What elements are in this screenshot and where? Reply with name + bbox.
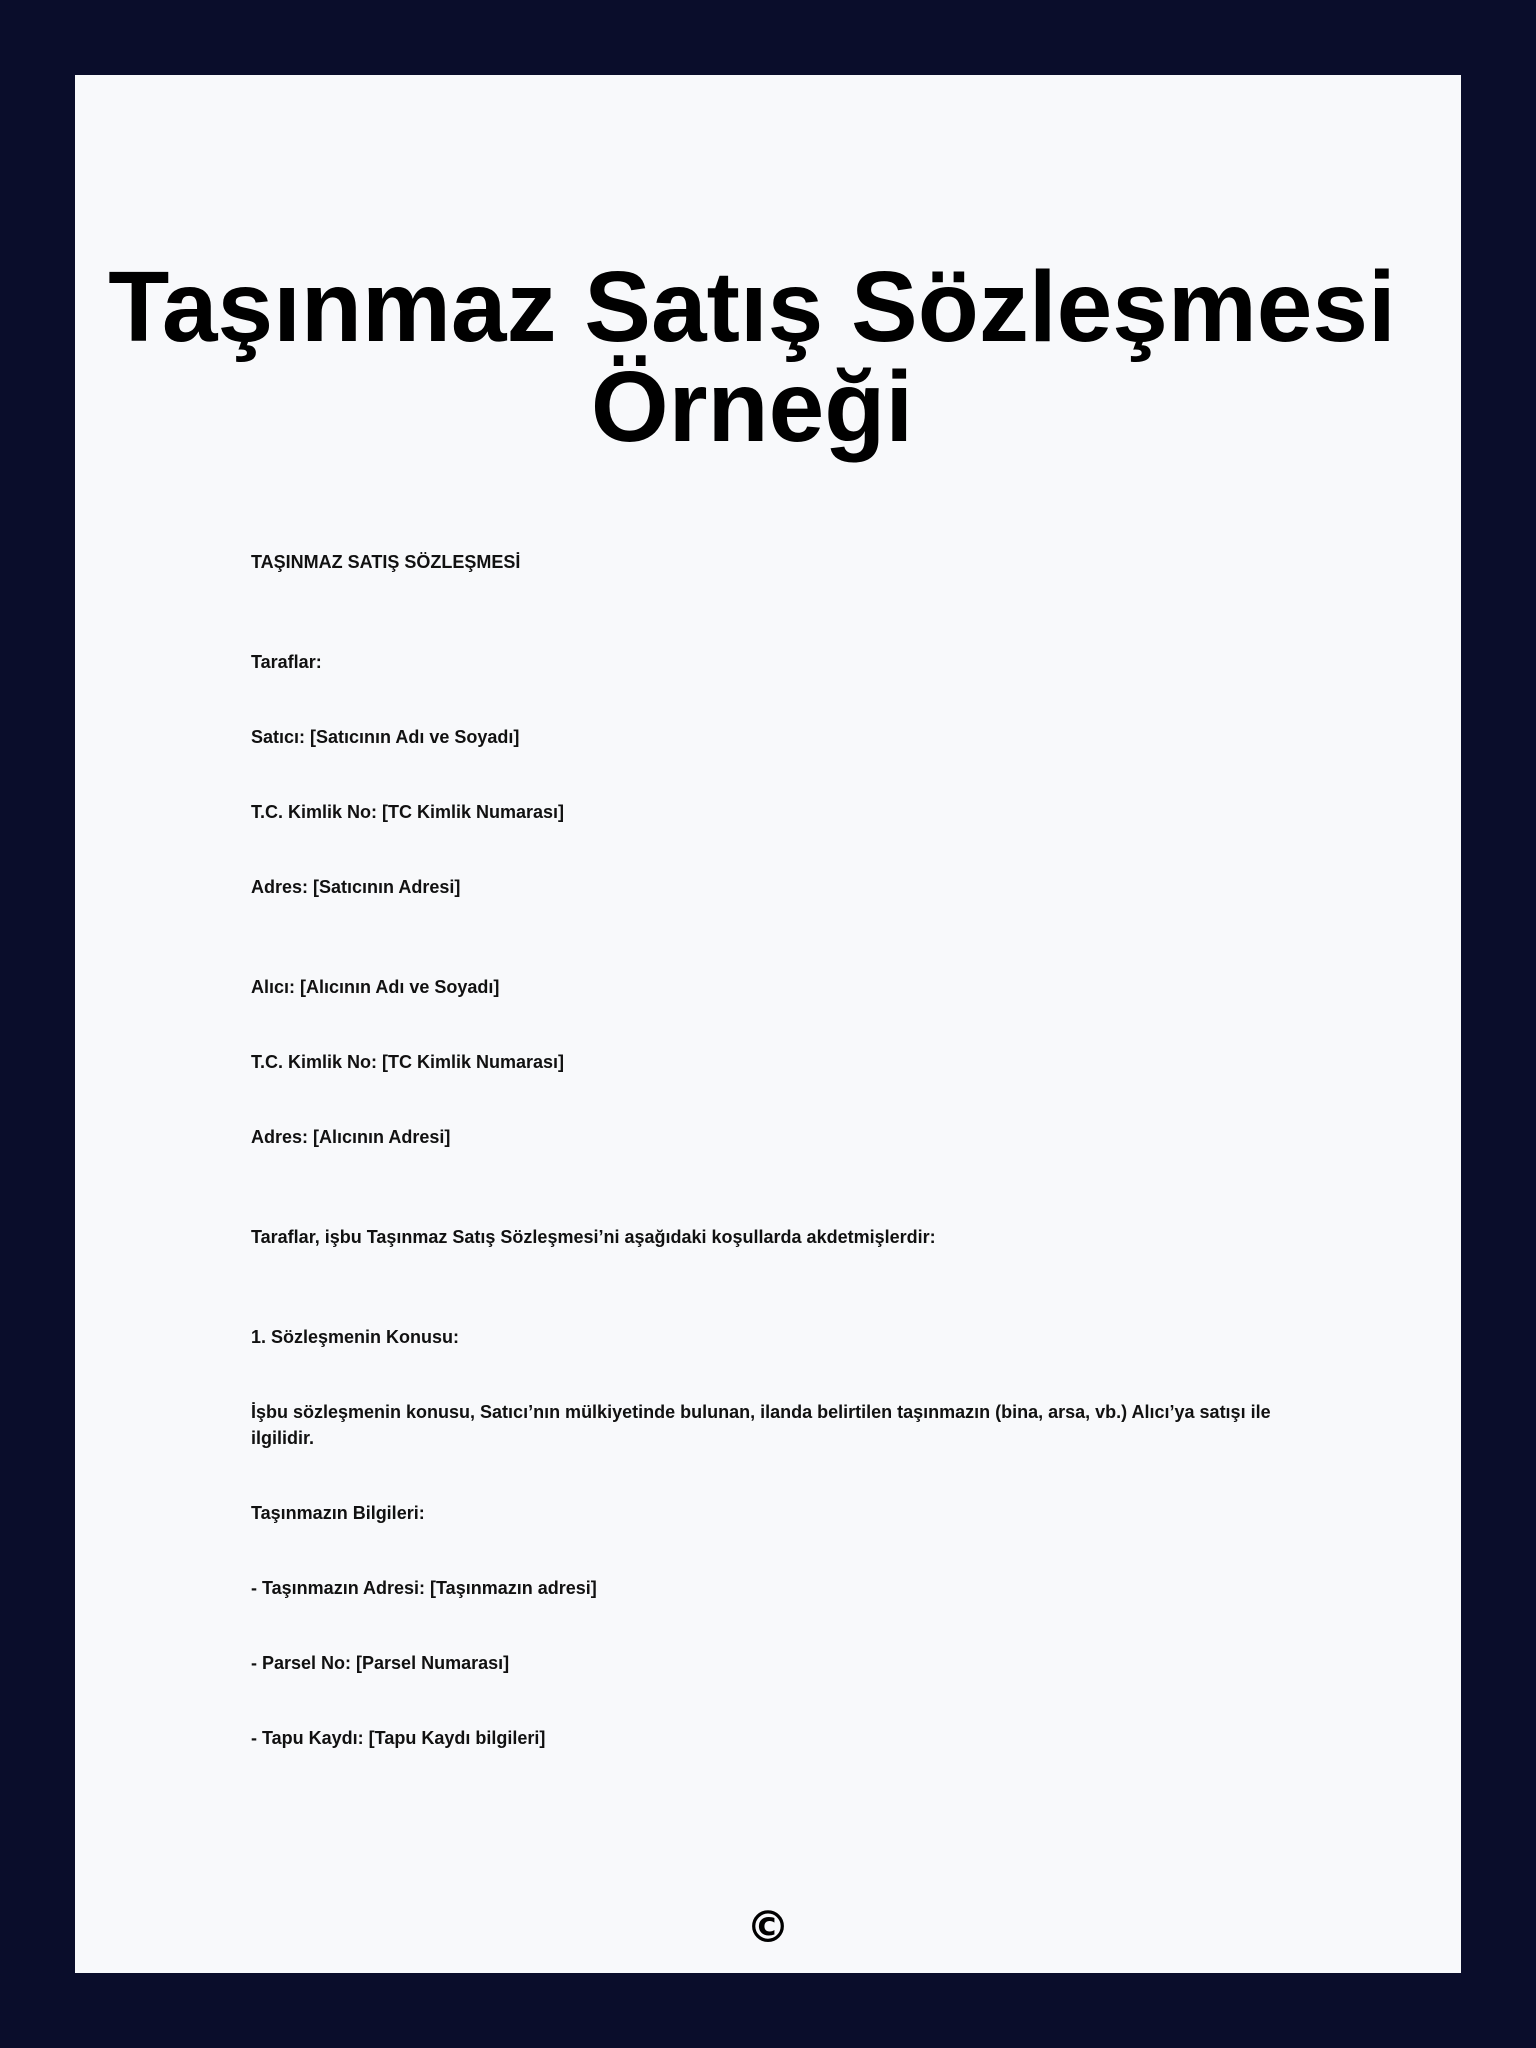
agreement-statement: Taraflar, işbu Taşınmaz Satış Sözleşmesi’ni aşağıdaki koşullarda akdetmişlerdir: (251, 1227, 936, 1247)
paragraph-spacer (251, 1199, 1285, 1224)
buyer-id-number: T.C. Kimlik No: [TC Kimlik Numarası] (251, 1052, 565, 1072)
section-1-title: 1. Sözleşmenin Konusu: (251, 1327, 460, 1347)
section-1-body: İşbu sözleşmenin konusu, Satıcı’nın mülkiyetinde bulunan, ilanda belirtilen taşınmazın (bina, arsa, vb.) Alıcı’ya satışı ile ilgilidir. (251, 1402, 1271, 1448)
property-address-item: - Taşınmazın Adresi: [Taşınmazın adresi] (251, 1578, 597, 1598)
buyer-name: Alıcı: [Alıcının Adı ve Soyadı] (251, 977, 500, 997)
paragraph-spacer (251, 949, 1285, 974)
document-title: Taşınmaz Satış Sözleşmesi Örneği (108, 251, 1396, 463)
document-page (75, 75, 1461, 1973)
title-deed-item: - Tapu Kaydı: [Tapu Kaydı bilgileri] (251, 1728, 546, 1748)
paragraph-spacer (251, 624, 1285, 649)
seller-name: Satıcı: [Satıcının Adı ve Soyadı] (251, 727, 520, 747)
seller-id-number: T.C. Kimlik No: [TC Kimlik Numarası] (251, 802, 565, 822)
document-body (251, 549, 1285, 1800)
buyer-address: Adres: [Alıcının Adresi] (251, 1127, 451, 1147)
seller-address: Adres: [Satıcının Adresi] (251, 877, 461, 897)
property-info-label: Taşınmazın Bilgileri: (251, 1503, 425, 1523)
parties-label: Taraflar: (251, 652, 322, 672)
contract-heading: TAŞINMAZ SATIŞ SÖZLEŞMESİ (251, 552, 521, 572)
paragraph-spacer (251, 1299, 1285, 1324)
parcel-number-item: - Parsel No: [Parsel Numarası] (251, 1653, 510, 1673)
copyright-icon: © (746, 1902, 790, 1953)
